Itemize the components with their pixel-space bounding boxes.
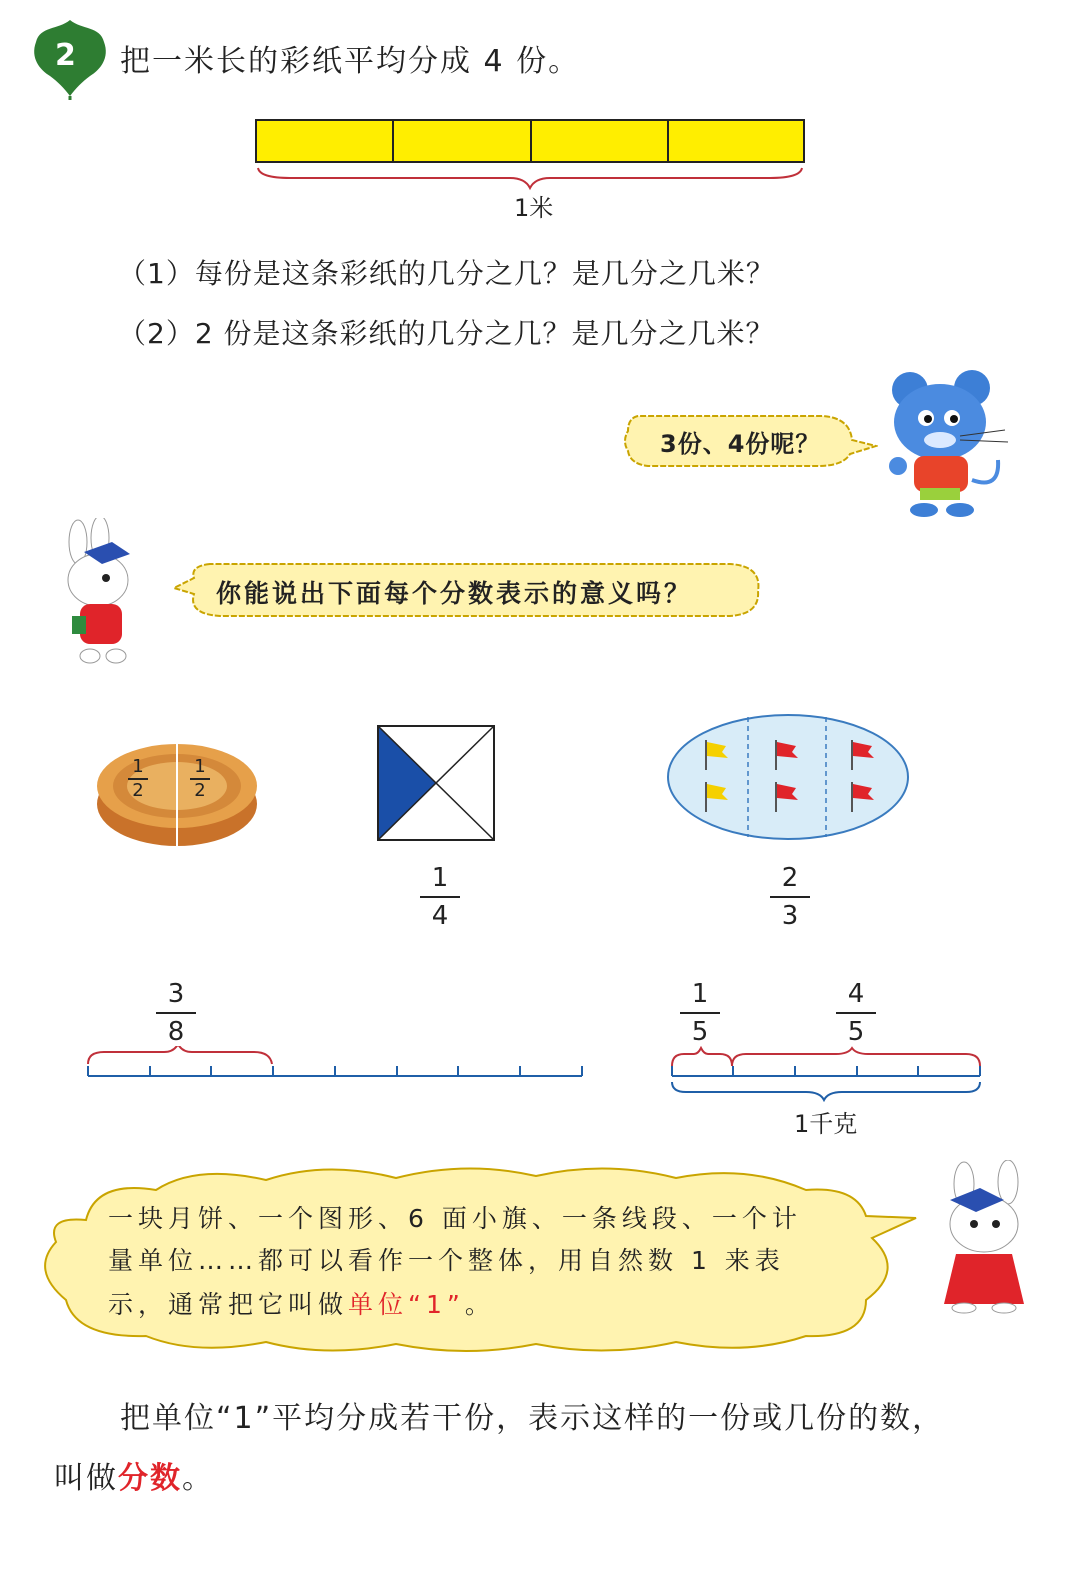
rabbit-teacher-mascot-illustration	[920, 1160, 1044, 1314]
cat-speech-text: 3份、4份呢？	[660, 430, 821, 458]
definition-line-2-prefix: 叫做	[54, 1461, 118, 1496]
flags-fraction: 2 3	[760, 862, 820, 932]
note-line-3	[108, 1284, 495, 1326]
definition-line-2	[54, 1450, 214, 1508]
square-quarter-shaded-diagram	[376, 724, 496, 842]
note-line-1: 一块月饼、一个图形、6 面小旗、一条线段、一个计	[108, 1204, 802, 1233]
rabbit-mascot-illustration	[50, 518, 160, 668]
problem-title: 把一米长的彩纸平均分成 4 份。	[120, 44, 581, 79]
flags-oval-diagram	[664, 712, 912, 842]
rabbit-speech-text: 你能说出下面每个分数表示的意义吗？	[216, 579, 693, 608]
definition-line-2-suffix: 。	[182, 1461, 214, 1496]
unit-one-highlight: 单位“1”	[348, 1290, 465, 1319]
segment-fraction: 3 8	[146, 978, 206, 1048]
definition-line-1: 把单位“1”平均分成若干份，表示这样的一份或几份的数，	[120, 1401, 945, 1436]
square-fraction: 1 4	[410, 862, 470, 932]
kg-fraction-one-fifth: 1 5	[670, 978, 730, 1048]
mooncake-left-half-fraction: 1 2	[118, 758, 158, 800]
paper-strip-diagram	[250, 112, 820, 192]
question-1: （1）每份是这条彩纸的几分之几？是几分之几米？	[118, 257, 775, 290]
kilogram-label: 1千克	[794, 1110, 858, 1138]
segment-number-line	[84, 1046, 590, 1082]
cat-mascot-illustration	[880, 370, 1020, 520]
mooncake-right-half-fraction: 1 2	[180, 758, 220, 800]
kg-fraction-four-fifths: 4 5	[826, 978, 886, 1048]
problem-number: 2	[55, 38, 76, 73]
note-line-2: 量单位……都可以看作一个整体，用自然数 1 来表	[108, 1246, 785, 1275]
strip-length-label: 1米	[514, 194, 554, 222]
kilogram-number-line	[666, 1046, 988, 1102]
note-line-3-suffix: 。	[464, 1290, 495, 1319]
fraction-term-highlight: 分数	[118, 1461, 182, 1496]
note-line-3-prefix: 示，通常把它叫做	[108, 1290, 349, 1319]
question-2: （2）2 份是这条彩纸的几分之几？是几分之几米？	[118, 317, 775, 350]
